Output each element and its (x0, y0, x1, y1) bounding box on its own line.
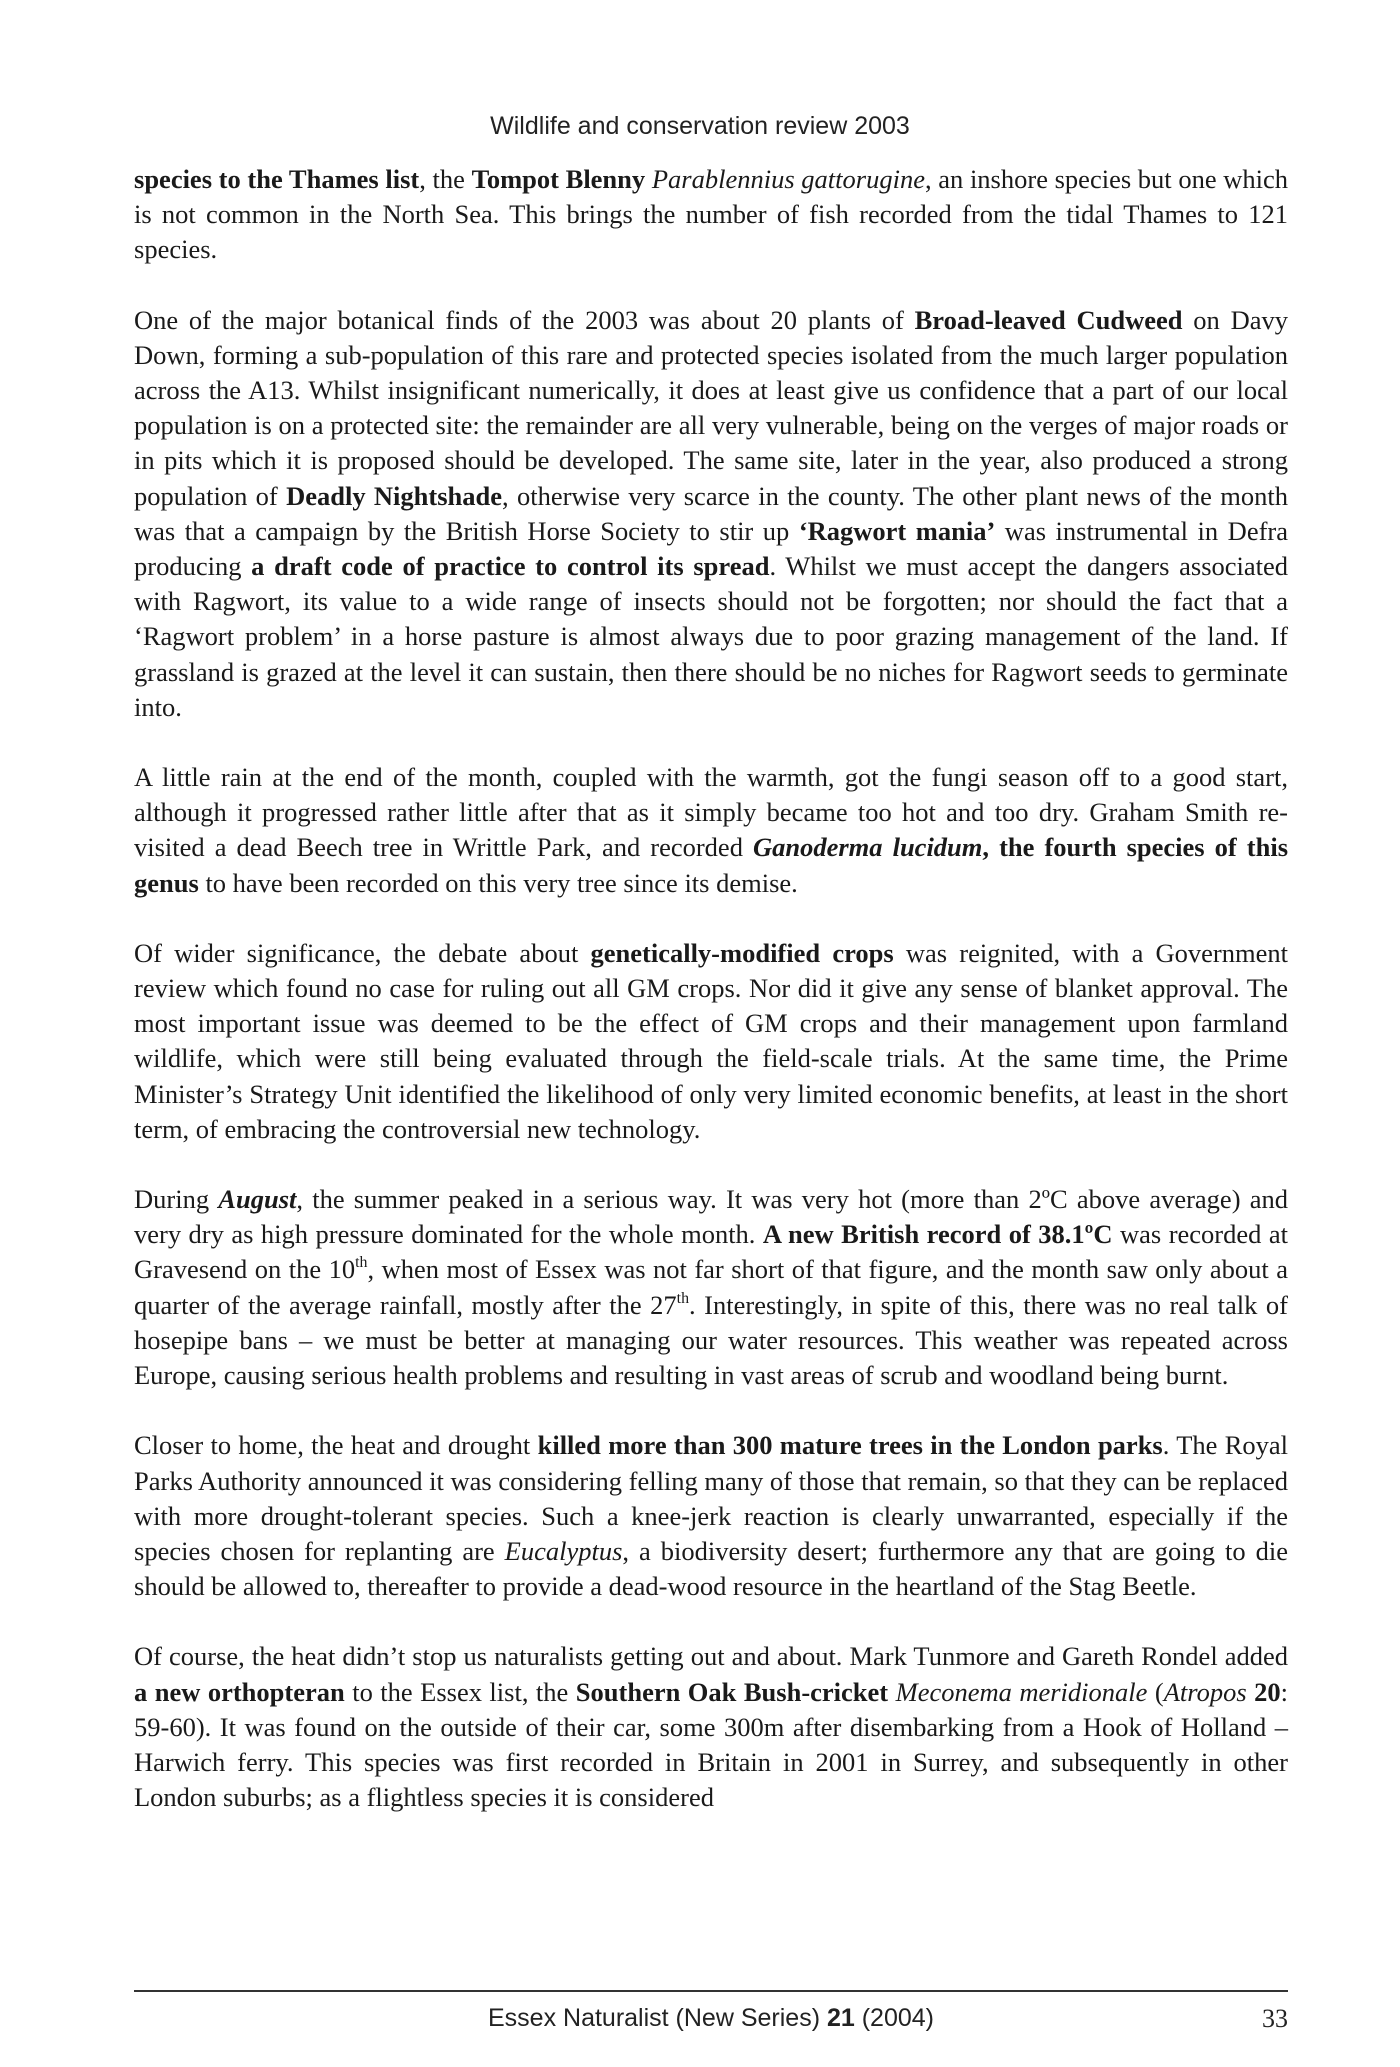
running-header: Wildlife and conservation review 2003 (490, 112, 910, 140)
page-number: 33 (1262, 2004, 1288, 2033)
text-run: ‘Ragwort mania’ (798, 515, 996, 546)
footer-rule (134, 1990, 1288, 1992)
paragraph (134, 162, 1288, 268)
text-run: . Whilst we must accept the dangers associated with Ragwort, its value to a wide range of insects should not be forgotten; nor should the fact that a ‘Ragwort problem’ in a horse pasture is almost always due to poor grazing management of the land. If grassland is grazed at the level it can sustain, then there should be no niches for Ragwort seeds to germinate into. (134, 551, 1289, 722)
text-run: a new orthopteran (134, 1676, 345, 1707)
text-run: species to the Thames list (134, 164, 420, 194)
journal-citation (134, 2004, 1288, 2033)
text-run (888, 1677, 895, 1707)
text-run: Tompot Blenny (471, 164, 646, 194)
text-run: to have been recorded on this very tree since its demise. (198, 867, 798, 898)
paragraph (134, 303, 1288, 725)
text-run: Meconema meridionale (895, 1676, 1148, 1707)
journal-title: Essex Naturalist (New Series) (487, 2004, 827, 2032)
text-run: Closer to home, the heat and drought (134, 1430, 538, 1461)
text-run: Deadly Nightshade (286, 480, 503, 511)
text-run: th (355, 1254, 368, 1272)
text-run (645, 164, 652, 194)
text-run: Of course, the heat didn’t stop us naturalists getting out and about. Mark Tunmore and Gareth Rondel added (134, 1641, 1288, 1672)
text-run: , the summer peaked in a serious way. It was very hot (more than 2ºC above average) and very dry as high pressure dominated for the whole month. (134, 1184, 1288, 1250)
text-run: Of wider significance, the debate about (134, 937, 591, 968)
text-run: was reignited, with a Government review which found no case for ruling out all GM crops. Nor did it give any sense of blanket approval. The most important issue was deemed to be the effect of GM crops and their management upon farmland wildlife, which were still being evaluated through the field-scale trials. At the same time, the Prime Minister’s Strategy Unit identified the likelihood of only very limited economic benefits, at least in the short term, of embracing the controversial new technology. (134, 937, 1288, 1144)
text-run: a draft code of practice to control its spread (251, 551, 770, 582)
text-run: A new British record of 38.1ºC (762, 1219, 1113, 1250)
paragraph (134, 1428, 1288, 1604)
article-body (134, 162, 1288, 1815)
text-run: , the (419, 164, 472, 194)
text-run: : 59-60). It was found on the outside of their car, some 300m after disembarking from a Hook of Holland – Harwich ferry. This species was first recorded in Britain in 2001 in Surrey, and subsequently in other London suburbs; as a flightless species it is considered (134, 1676, 1289, 1813)
paragraph (134, 1182, 1288, 1393)
text-run: ( (1147, 1676, 1164, 1707)
text-run: Southern Oak Bush-cricket (575, 1676, 889, 1707)
text-run: . Interestingly, in spite of this, there was no real talk of hosepipe bans – we must be better at managing our water resources. This weather was repeated across Europe, causing serious health problems and resulting in vast areas of scrub and woodland being burnt. (134, 1289, 1289, 1391)
paragraph (134, 936, 1288, 1147)
text-run: Broad-leaved Cudweed (914, 304, 1183, 335)
text-run: Ganoderma lucidum (752, 832, 983, 863)
text-run: genetically-modified crops (590, 937, 894, 968)
text-run: , an inshore species but one which is not common in the North Sea. This brings the number of fish recorded from the tidal Thames to 121 species. (134, 164, 1289, 265)
text-run: 20 (1254, 1676, 1281, 1707)
journal-year: (2004) (854, 2004, 934, 2032)
text-run: August (218, 1184, 297, 1215)
text-run: Parablennius gattorugine (651, 164, 925, 194)
text-run: on Davy Down, forming a sub-population of this rare and protected species isolated from the much larger population across the A13. Whilst insignificant numerically, it does at least give us confidence that a part of our local population is on a protected site: the remainder are all very vulnerable, being on the verges of major roads or in pits which it is proposed should be developed. The same site, later in the year, also produced a strong population of (134, 304, 1288, 511)
text-run: , otherwise very scarce in the county. The other plant news of the month was that a campaign by the British Horse Society to stir up (134, 480, 1288, 546)
paragraph (134, 760, 1288, 901)
text-run: was instrumental in Defra producing (134, 515, 1288, 582)
journal-volume: 21 (826, 2004, 855, 2032)
text-run: , a biodiversity desert; furthermore any that are going to die should be allowed to, thereafter to provide a dead-wood resource in the heartland of the Stag Beetle. (134, 1535, 1288, 1602)
text-run: . The Royal Parks Authority announced it was considering felling many of those that remain, so that they can be replaced with more drought-tolerant species. Such a knee-jerk reaction is clearly unwarranted, especially if the species chosen for replanting are (134, 1430, 1288, 1566)
text-run: was recorded at Gravesend on the 10 (134, 1219, 1288, 1285)
text-run: th (676, 1289, 690, 1307)
text-run: Eucalyptus (504, 1535, 623, 1566)
text-run: One of the major botanical finds of the 2003 was about 20 plants of (134, 304, 915, 335)
text-run: to the Essex list, the (344, 1676, 576, 1707)
text-run: , the fourth species of this genus (134, 832, 1289, 898)
text-run: Atropos (1163, 1676, 1247, 1707)
text-run: During (134, 1184, 219, 1215)
paragraph (134, 1639, 1288, 1815)
text-run: killed more than 300 mature trees in the London parks (537, 1430, 1163, 1461)
text-run: A little rain at the end of the month, coupled with the warmth, got the fungi season off to a good start, although it progressed rather little after that as it simply became too hot and too dry. Graham Smith re-visited a dead Beech tree in Writtle Park, and recorded (134, 762, 1288, 863)
text-run: , when most of Essex was not far short of that figure, and the month saw only about a quarter of the average rainfall, mostly after the 27 (134, 1254, 1288, 1320)
